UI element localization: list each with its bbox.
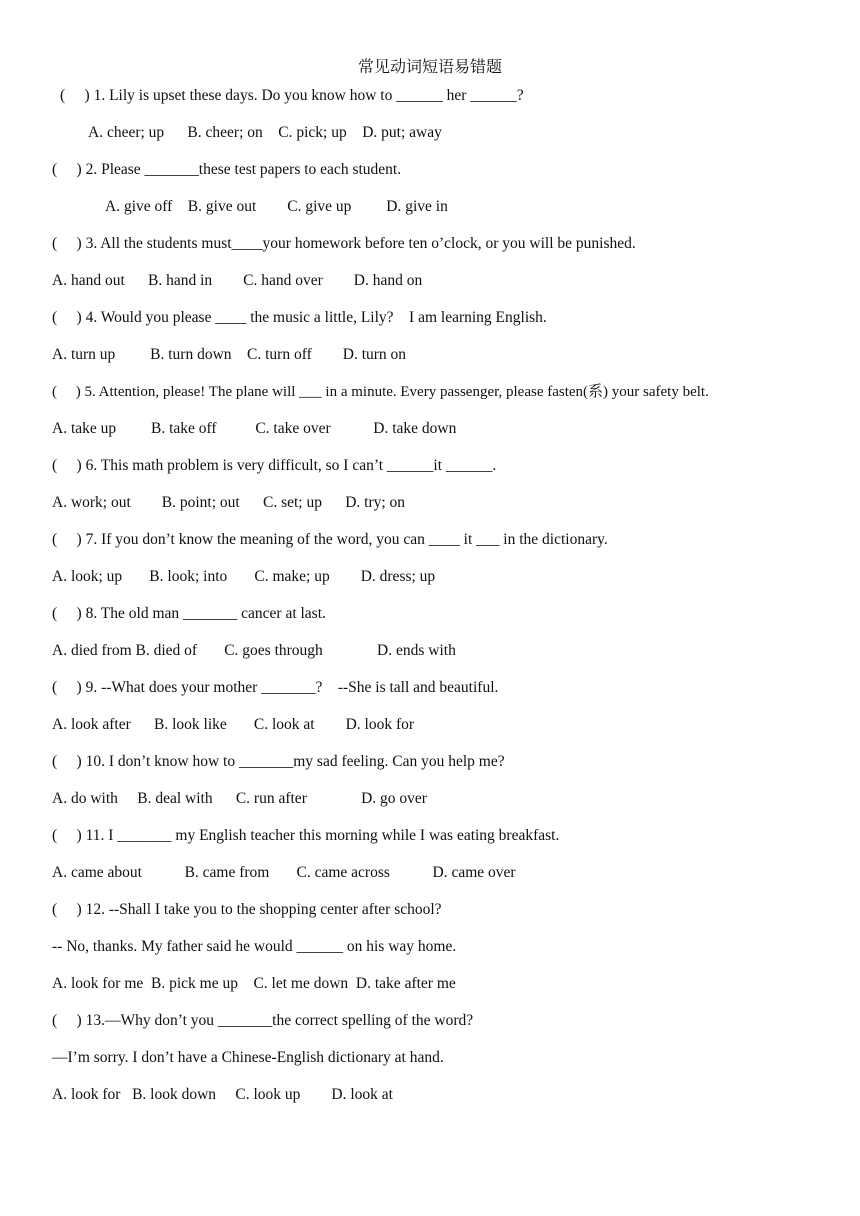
- question-2: ( ) 2. Please _______these test papers to each student.: [52, 161, 402, 178]
- question-9-options: A. look after B. look like C. look at D. look for: [52, 716, 415, 733]
- question-3: ( ) 3. All the students must____your homework before ten o’clock, or you will be punished.: [52, 235, 636, 252]
- question-9: ( ) 9. --What does your mother _______? --She is tall and beautiful.: [52, 679, 499, 696]
- question-11: ( ) 11. I _______ my English teacher this morning while I was eating breakfast.: [52, 827, 560, 844]
- question-7-options: A. look; up B. look; into C. make; up D. dress; up: [52, 568, 436, 585]
- question-13-options: A. look for B. look down C. look up D. look at: [52, 1086, 393, 1103]
- question-13: ( ) 13.—Why don’t you _______the correct spelling of the word?: [52, 1012, 474, 1029]
- question-13-dialogue: —I’m sorry. I don’t have a Chinese-English dictionary at hand.: [52, 1049, 444, 1066]
- question-12-dialogue: -- No, thanks. My father said he would ______ on his way home.: [52, 938, 457, 955]
- question-4: ( ) 4. Would you please ____ the music a little, Lily? I am learning English.: [52, 309, 547, 326]
- question-1-options: A. cheer; up B. cheer; on C. pick; up D. put; away: [88, 124, 442, 141]
- question-6: ( ) 6. This math problem is very difficult, so I can’t ______it ______.: [52, 457, 497, 474]
- question-5: ( ) 5. Attention, please! The plane will ___ in a minute. Every passenger, please fasten(系) your safety belt.: [52, 384, 709, 400]
- question-4-options: A. turn up B. turn down C. turn off D. turn on: [52, 346, 407, 363]
- question-10-options: A. do with B. deal with C. run after D. go over: [52, 790, 427, 807]
- question-3-options: A. hand out B. hand in C. hand over D. hand on: [52, 272, 423, 289]
- question-7: ( ) 7. If you don’t know the meaning of the word, you can ____ it ___ in the dictionary.: [52, 531, 608, 548]
- question-8: ( ) 8. The old man _______ cancer at last.: [52, 605, 326, 622]
- question-12-options: A. look for me B. pick me up C. let me down D. take after me: [52, 975, 456, 992]
- question-8-options: A. died from B. died of C. goes through D. ends with: [52, 642, 456, 659]
- question-6-options: A. work; out B. point; out C. set; up D. try; on: [52, 494, 406, 511]
- question-11-options: A. came about B. came from C. came across D. came over: [52, 864, 516, 881]
- page-title: 常见动词短语易错题: [357, 59, 502, 76]
- question-5-options: A. take up B. take off C. take over D. take down: [52, 420, 457, 437]
- question-2-options: A. give off B. give out C. give up D. give in: [105, 198, 448, 215]
- question-12: ( ) 12. --Shall I take you to the shopping center after school?: [52, 901, 442, 918]
- question-10: ( ) 10. I don’t know how to _______my sad feeling. Can you help me?: [52, 753, 505, 770]
- question-1: ( ) 1. Lily is upset these days. Do you know how to ______ her ______?: [60, 87, 524, 104]
